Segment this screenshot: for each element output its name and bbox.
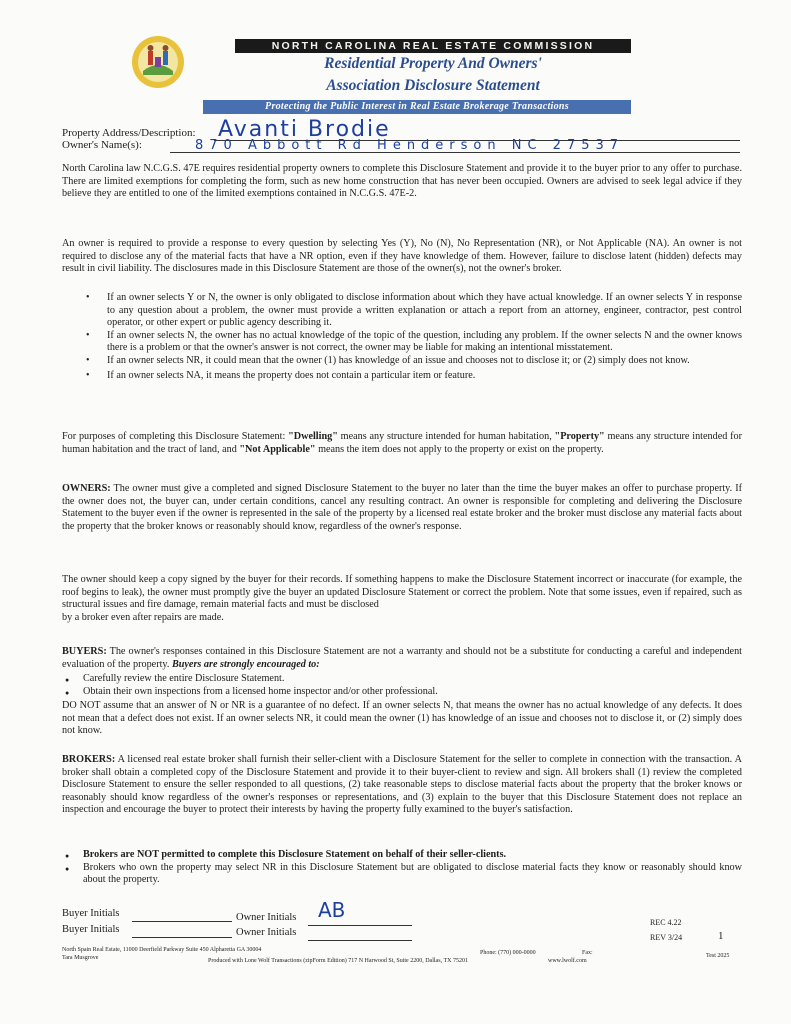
commission-banner: NORTH CAROLINA REAL ESTATE COMMISSION [235,39,631,53]
brokers-text: A licensed real estate broker shall furnish their seller-client with a Disclosure Statement for the seller to complete in connection with the transaction. A broker shall obtain a completed copy of the Disclosure Statement and provide it to their buyer-client to review and sign. All brokers shall (1) review the completed Disclosure Statement to ensure the seller responded to all questions, (2) take reasonable steps to disclose material facts about the property that the broker knows or reasonably should know regardless of the owner's responses or representations, and (3) explain to the buyer that this Disclosure Statement does not replace an inspection and encourage the buyer to protect their interests by having the property fully examined to the buyer's satisfaction. [62,754,742,816]
bullet-no: • If an owner selects N, the owner has no actual knowledge of the topic of the question, including any problem. If the owner selects N and the owner knows there is a problem or that the owner's answer is not correct, the owner may be liable for making an intentional misstatement. [107,330,742,355]
property-term: "Property" [554,431,605,442]
copy-text: The owner should keep a copy signed by the buyer for their records. If something happens to make the Disclosure Statement incorrect or inaccurate (for example, the roof begins to leak), the owner must promptly give the buyer an updated Disclosure Statement or correct the problem. Note that some issues, even if repaired, such as structural issues and fire damage, remain material facts and must be disclosed [62,574,742,611]
property-address-label: Property Address/Description: [62,127,196,139]
owner-initials-label-1: Owner Initials [236,912,297,923]
form-title-line-2: Association Disclosure Statement [326,77,540,94]
owner-required-paragraph: An owner is required to provide a response to every question by selecting Yes (Y), No (N), No Representation (NR), or Not Applicable (NA). An owner is not required to disclose any of the material facts that have a NR option, even if they have knowledge of them. However, failure to disclose latent (hidden) defects may result in civil liability. The disclosures made in this Disclosure Statement are those of the owner(s), not the owner's broker. [62,238,742,275]
property-definition: means any structure intended for human habitation and the tract of land, and [62,431,742,455]
produced-line: Produced with Lone Wolf Transactions (zipForm Edition) 717 N Harwood St, Suite 2200, Dallas, TX 75201 [208,958,468,964]
dwelling-definition: means any structure intended for human habitation, [337,431,555,442]
brokers-bullets [83,849,742,887]
bullet-yes-no: • If an owner selects Y or N, the owner is only obligated to disclose information about which they have actual knowledge. If an owner selects Y in response to any question about a problem, the owner must provide a written explanation or attach a report from an attorney, engineer, contractor, pest control operator, or other expert or public agency describing it. [107,292,742,330]
nc-commission-seal-icon [131,35,185,89]
owners-name-label: Owner's Name(s): [62,139,142,151]
owners-heading: OWNERS: [62,483,111,494]
definitions-paragraph [62,431,742,456]
form-code: REC 4.22 [650,918,682,927]
buyers-text: The owner's responses contained in this Disclosure Statement are not a warranty and should not be a substitute for conducting a careful and independent evaluation of the property. [62,646,742,670]
buyer-initials-label-2: Buyer Initials [62,924,120,935]
office-line: North Spain Real Estate, 11000 Deerfield Parkway Suite 450 Alpharetta GA 30004 [62,947,262,953]
brokers-heading: BROKERS: [62,754,116,765]
buyer-initials-line-1[interactable] [132,921,232,922]
owners-text: The owner must give a completed and signed Disclosure Statement to the buyer no later than the time the buyer makes an offer to purchase property. If the owner does not, the buyer can, under certain conditions, cancel any resulting contract. An owner is responsible for completing and delivering the Disclosure Statement to the buyer even if the owner is represented in the sale of the property by a licensed real estate broker and the broker must disclose any material facts about the property that the broker knows or reasonably should know, regardless of the owner's response. [62,483,742,532]
owner-initials-value[interactable]: AB [318,898,346,922]
buyers-encouraged: Buyers are strongly encouraged to: [171,658,320,670]
owner-initials-line-2[interactable] [308,940,412,941]
buyer-initials-label-1: Buyer Initials [62,908,120,919]
page-number: 1 [718,930,724,942]
na-term: "Not Applicable" [239,443,316,455]
buyer-initials-line-2[interactable] [132,937,232,938]
form-revision: REV 3/24 [650,933,683,942]
do-not-assume-paragraph: DO NOT assume that an answer of N or NR is a guarantee of no defect. If an owner selects N, that means the owner has no actual knowledge of any defects. It does not mean that a defect does not exist. If an owner selects NR, it could mean the owner (1) has knowledge of an issue and chooses not to disclose it, or (2) simply does not know. [62,700,742,737]
buyers-section [62,646,742,671]
fax-label: Fax: [582,950,593,956]
brokers-bullet-own-property: ● Brokers who own the property may select NR in this Disclosure Statement but are obligated to disclose material facts they know or reasonably should know about the property. [83,862,742,887]
agent-name: Tara Musgrove [62,955,99,961]
na-definition: means the item does not apply to the property or exist on the property. [315,443,604,455]
website-link[interactable]: www.lwolf.com [548,958,587,964]
buyers-bullets [83,673,742,698]
file-label: Test 2025 [706,953,730,959]
owners-name-value[interactable]: Avanti Brodie [218,117,391,142]
phone-label: Phone: (770) 000-0000 [480,950,536,956]
bullet-na: • If an owner selects NA, it means the property does not contain a particular item or feature. [107,370,742,383]
copy-paragraph [62,574,742,624]
owner-response-bullets [107,292,742,382]
dwelling-term: "Dwelling" [288,431,338,442]
buyers-bullet-review: ● Carefully review the entire Disclosure Statement. [83,673,742,686]
bullet-nr: • If an owner selects NR, it could mean that the owner (1) has knowledge of an issue and chooses not to disclose it; or (2) simply does not know. [107,355,742,368]
owners-section [62,483,742,533]
form-title-line-1: Residential Property And Owners' [324,55,542,72]
owner-initials-line-1[interactable] [308,925,412,926]
intro-paragraph: North Carolina law N.C.G.S. 47E requires residential property owners to complete this Disclosure Statement and provide it to the buyer prior to any offer to purchase. There are limited exemptions for completing the form, such as new home construction that has never been occupied. Owners are advised to seek legal advice if they believe they are entitled to one of the limited exemptions contained in N.C.G.S. 47E-2. [62,163,742,200]
buyers-heading: BUYERS: [62,646,107,657]
definitions-intro: For purposes of completing this Disclosure Statement: [62,431,289,442]
brokers-section [62,754,742,817]
buyers-bullet-inspect: ● Obtain their own inspections from a licensed home inspector and/or other professional. [83,686,742,699]
tagline-banner: Protecting the Public Interest in Real Estate Brokerage Transactions [203,100,631,114]
copy-text-tail: by a broker even after repairs are made. [62,611,224,623]
property-address-value[interactable]: 870 Abbott Rd Henderson NC 27537 [195,138,625,153]
owner-initials-label-2: Owner Initials [236,927,297,938]
brokers-bullet-not-permitted: ● Brokers are NOT permitted to complete this Disclosure Statement on behalf of their seller-clients. [83,849,742,862]
